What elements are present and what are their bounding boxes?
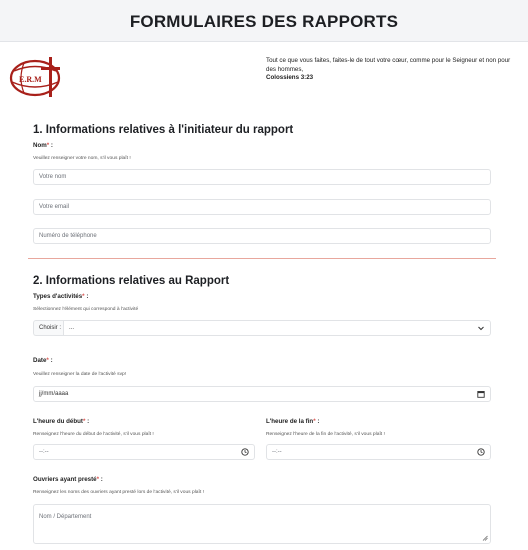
activity-label-text: Types d'activités [33, 293, 83, 300]
email-placeholder: Votre email [39, 204, 70, 210]
date-input[interactable] [33, 386, 491, 402]
logo-text: E.R.M [19, 75, 42, 84]
required-marker: * [313, 418, 316, 425]
label-suffix: : [315, 418, 320, 425]
required-marker: * [46, 142, 50, 149]
start-time-input[interactable] [33, 444, 255, 460]
clock-icon[interactable] [477, 448, 485, 456]
chevron-down-icon [477, 324, 485, 332]
required-marker: * [96, 476, 100, 483]
calendar-icon[interactable] [477, 390, 485, 398]
section1-title: 1. Informations relatives à l'initiateur du rapport [33, 124, 294, 136]
workers-placeholder: Nom / Département [39, 514, 92, 520]
workers-textarea[interactable] [33, 504, 491, 544]
name-label [33, 142, 53, 149]
start-time-label [33, 418, 89, 425]
quote-text: Tout ce que vous faites, faites-le de tout votre cœur, comme pour le Seigneur et non pour des hommes, [266, 57, 511, 73]
activity-selected-value: ... [69, 325, 75, 331]
start-time-placeholder: --:-- [39, 449, 49, 455]
activity-label [33, 293, 88, 300]
date-label-text: Date [33, 357, 47, 364]
end-time-input[interactable] [266, 444, 491, 460]
section-divider [28, 258, 496, 259]
date-placeholder: jj/mm/aaaa [39, 391, 69, 397]
phone-input[interactable] [33, 228, 491, 244]
email-input[interactable] [33, 199, 491, 215]
activity-help: Sélectionnez l'élément qui correspond à l'activité [33, 307, 139, 312]
section2-title: 2. Informations relatives au Rapport [33, 275, 230, 287]
activity-select[interactable] [63, 320, 491, 336]
required-marker: * [82, 293, 85, 300]
activity-select-prefix: Choisir : [33, 320, 63, 336]
start-time-help: Renseignez l'heure du début de l'activité, s'il vous plaît ! [33, 432, 154, 437]
label-suffix: : [84, 293, 89, 300]
workers-label-text: Ouvriers ayant presté [33, 476, 97, 483]
workers-help: Renseignez les noms des ouvriers ayant presté lors de l'activité, s'il vous plaît ! [33, 490, 204, 495]
erm-logo [6, 54, 70, 100]
bible-quote [266, 57, 518, 83]
end-time-label-text: L'heure de la fin [266, 418, 314, 425]
label-suffix: : [49, 142, 53, 149]
clock-icon[interactable] [241, 448, 249, 456]
phone-placeholder: Numéro de téléphone [39, 233, 97, 239]
name-label-text: Nom [33, 142, 47, 149]
required-marker: * [82, 418, 86, 425]
start-time-label-text: L'heure du début [33, 418, 83, 425]
name-placeholder: Votre nom [39, 174, 67, 180]
workers-label [33, 476, 103, 483]
end-time-help: Renseignez l'heure de la fin de l'activité, s'il vous plaît ! [266, 432, 385, 437]
date-help: Veuillez renseigner la date de l'activité svp! [33, 372, 127, 377]
page-title: FORMULAIRES DES RAPPORTS [129, 12, 399, 31]
end-time-placeholder: --:-- [272, 449, 282, 455]
quote-reference: Colossiens 3:23 [266, 74, 314, 82]
resize-handle-icon[interactable] [482, 535, 488, 541]
required-marker: * [46, 357, 49, 364]
end-time-label [266, 418, 319, 425]
date-label [33, 357, 53, 364]
label-suffix: : [85, 418, 90, 425]
label-suffix: : [48, 357, 53, 364]
label-suffix: : [99, 476, 103, 483]
name-help: Veuillez renseigner votre nom, s'il vous plaît ! [33, 156, 131, 161]
name-input[interactable] [33, 169, 491, 185]
